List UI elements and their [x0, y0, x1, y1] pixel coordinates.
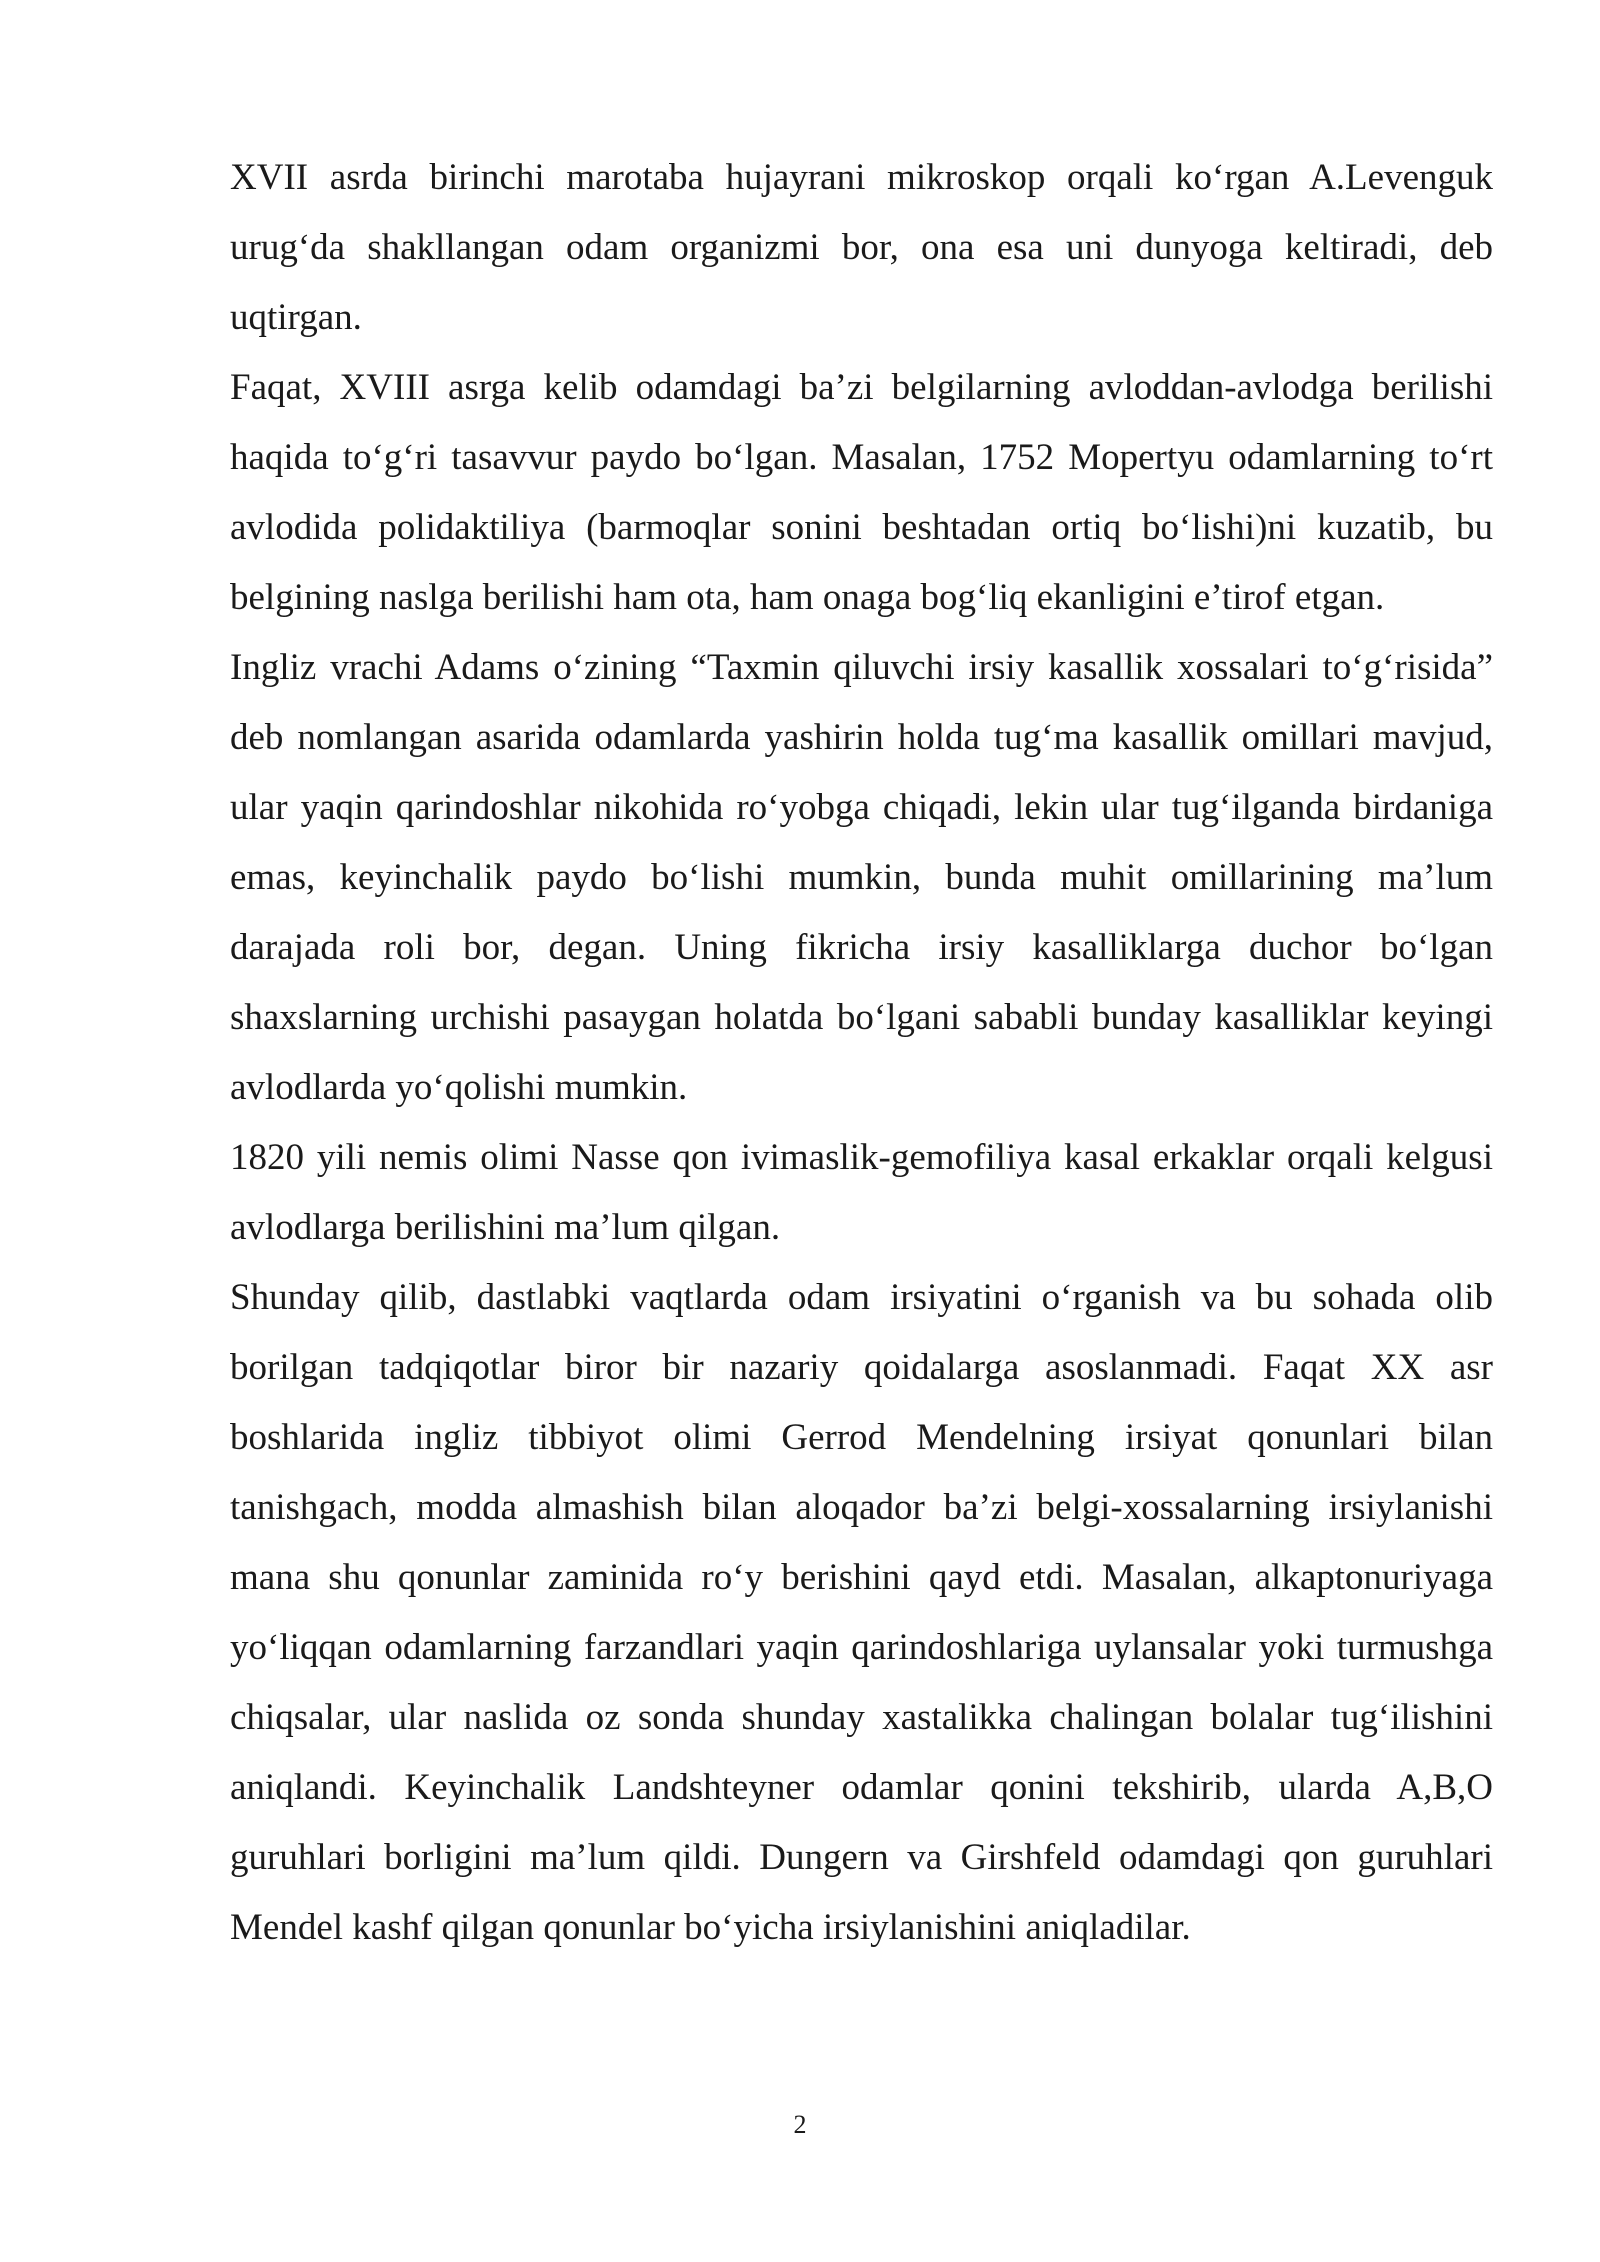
page-number: 2 — [793, 2110, 807, 2139]
body-text — [230, 143, 1493, 1963]
paragraph-levenguk: XVII asrda birinchi marotaba hujayrani mikroskop orqali ko‘rgan A.Levenguk urug‘da shakllangan odam organizmi bor, ona esa uni dunyoga keltiradi, deb uqtirgan. — [230, 157, 1493, 338]
paragraph-nasse: 1820 yili nemis olimi Nasse qon ivimaslik-gemofiliya kasal erkaklar orqali kelgusi avlodlarga berilishini ma’lum qilgan. — [230, 1137, 1493, 1248]
paragraph-mendel: Shunday qilib, dastlabki vaqtlarda odam irsiyatini o‘rganish va bu sohada olib borilgan tadqiqotlar biror bir nazariy qoidalarga asoslanmadi. Faqat XX asr boshlarida ingliz tibbiyot olimi Gerrod Mendelning irsiyat qonunlari bilan tanishgach, modda almashish bilan aloqador ba’zi belgi-xossalarning irsiylanishi mana shu qonunlar zaminida ro‘y berishini qayd etdi. Masalan, alkaptonuriyaga yo‘liqqan odamlarning farzandlari yaqin qarindoshlariga uylansalar yoki turmushga chiqsalar, ular naslida oz sonda shunday xastalikka chalingan bolalar tug‘ilishini aniqlandi. Keyinchalik Landshteyner odamlar qonini tekshirib, ularda A,B,O guruhlari borligini ma’lum qildi. Dungern va Girshfeld odamdagi qon guruhlari Mendel kashf qilgan qonunlar bo‘yicha irsiylanishini aniqladilar. — [230, 1277, 1493, 1948]
paragraph-mopertyu: Faqat, XVIII asrga kelib odamdagi ba’zi belgilarning avloddan-avlodga berilishi haqida to‘g‘ri tasavvur paydo bo‘lgan. Masalan, 1752 Mopertyu odamlarning to‘rt avlodida polidaktiliya (barmoqlar sonini beshtadan ortiq bo‘lishi)ni kuzatib, bu belgining naslga berilishi ham ota, ham onaga bog‘liq ekanligini e’tirof etgan. — [230, 367, 1493, 618]
paragraph-adams: Ingliz vrachi Adams o‘zining “Taxmin qiluvchi irsiy kasallik xossalari to‘g‘risida” deb nomlangan asarida odamlarda yashirin holda tug‘ma kasallik omillari mavjud, ular yaqin qarindoshlar nikohida ro‘yobga chiqadi, lekin ular tug‘ilganda birdaniga emas, keyinchalik paydo bo‘lishi mumkin, bunda muhit omillarining ma’lum darajada roli bor, degan. Uning fikricha irsiy kasalliklarga duchor bo‘lgan shaxslarning urchishi pasaygan holatda bo‘lgani sababli bunday kasalliklar keyingi avlodlarda yo‘qolishi mumkin. — [230, 647, 1493, 1108]
